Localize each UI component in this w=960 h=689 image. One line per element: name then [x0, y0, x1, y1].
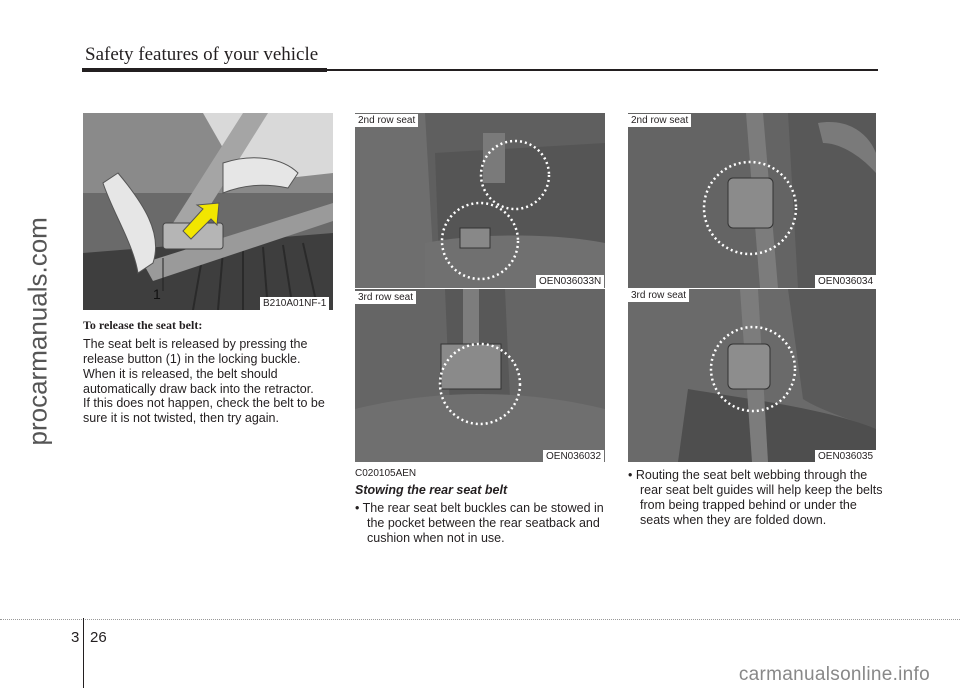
bullet-item: • The rear seat belt buckles can be stowed in the pocket between the rear seatback and cushion when not in use. — [355, 501, 604, 545]
figure-release-belt — [83, 113, 333, 310]
bottom-watermark: carmanualsonline.info — [738, 664, 930, 685]
figure-caption: 2nd row seat — [628, 114, 691, 127]
side-watermark: procarmanuals.com — [22, 217, 53, 446]
figure-code: OEN036035 — [815, 450, 876, 463]
figure-code: OEN036034 — [815, 275, 876, 288]
figure-caption: 3rd row seat — [355, 291, 416, 304]
header-rule — [82, 68, 878, 72]
paragraph: If this does not happen, check the belt to be sure it is not twisted, then try again. — [83, 396, 325, 425]
figure-2nd-row-buckle-stowed — [355, 113, 605, 288]
figure-2nd-row-belt-guide — [628, 113, 876, 288]
bullet-item: • Routing the seat belt webbing through the rear seat belt guides will help keep the belts from being trapped behind or under the seats when they are folded down. — [628, 468, 883, 527]
subheading: To release the seat belt: — [83, 318, 203, 332]
footer-divider — [83, 618, 84, 688]
footer-rule — [0, 619, 960, 620]
paragraph: The seat belt is released by pressing the release button (1) in the locking buckle. When it is released, the belt should automatically draw back into the retractor. — [83, 337, 314, 396]
figure-caption: 3rd row seat — [628, 289, 689, 302]
figure-3rd-row-belt-guide — [628, 289, 876, 462]
figure-3rd-row-buckle-stowed — [355, 289, 605, 462]
figure-code: OEN036032 — [543, 450, 604, 463]
figure-caption: 2nd row seat — [355, 114, 418, 127]
reference-code: C020105AEN — [355, 468, 417, 479]
section-subheading: Stowing the rear seat belt — [355, 483, 508, 497]
figure-code: B210A01NF-1 — [260, 297, 329, 310]
callout-number: 1 — [153, 286, 161, 302]
page-number: 26 — [90, 629, 107, 646]
section-number: 3 — [71, 629, 80, 646]
page-header-title: Safety features of your vehicle — [85, 44, 319, 65]
figure-code: OEN036033N — [536, 275, 604, 288]
